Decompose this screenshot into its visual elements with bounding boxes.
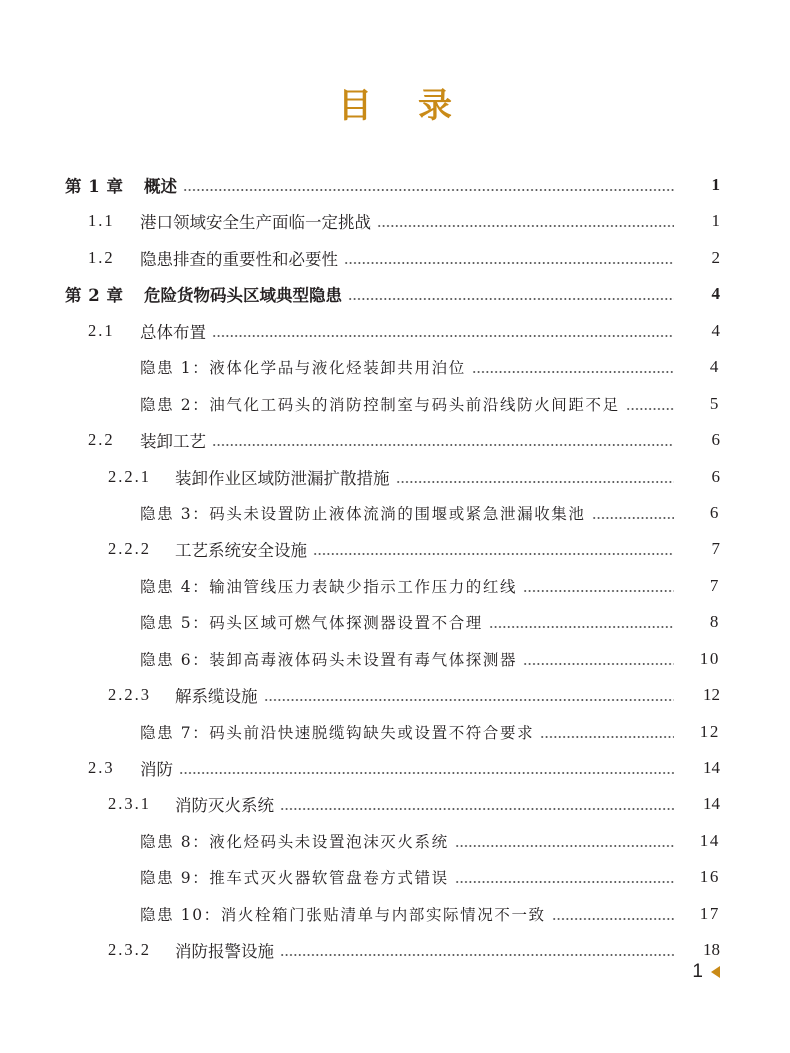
toc-entry-title: 隐患 2：油气化工码头的消防控制室与码头前沿线防火间距不足: [140, 395, 620, 414]
toc-entry-title: 港口领域安全生产面临一定挑战: [140, 213, 371, 233]
toc-entry[interactable]: [108, 459, 720, 495]
toc-entry[interactable]: [108, 677, 720, 713]
toc-entry[interactable]: [140, 714, 720, 750]
toc-entry[interactable]: [140, 495, 720, 531]
dot-leader: [489, 614, 674, 630]
toc-entry-page: 8: [709, 612, 720, 632]
toc-entry-number: 第 1 章: [65, 177, 124, 196]
toc-entry-title: 装卸作业区域防泄漏扩散措施: [175, 468, 390, 488]
toc-entry[interactable]: [140, 386, 720, 422]
toc-entry-page: 6: [711, 430, 720, 450]
toc-entry-title: 装卸工艺: [140, 432, 206, 452]
toc-entry-page: 14: [703, 758, 720, 777]
toc-row: [0, 932, 790, 968]
toc-entry-title: 隐患 1：液体化学品与液化烃装卸共用泊位: [140, 359, 466, 378]
toc-entry-page: 10: [699, 648, 720, 668]
toc-entry-page: 16: [699, 867, 720, 887]
toc-entry-title: 隐患 4：输油管线压力表缺少指示工作压力的红线: [140, 577, 518, 596]
dot-leader: [455, 833, 674, 849]
toc-entry-page: 1: [711, 211, 720, 231]
dot-leader: [313, 541, 674, 557]
toc-row: [0, 276, 790, 312]
title-char-2: 录: [418, 86, 452, 126]
toc-entry-number: 2.1: [88, 320, 115, 340]
toc-entry-title: 解系缆设施: [175, 687, 258, 707]
dot-leader: [280, 942, 674, 958]
dot-leader: [344, 250, 674, 266]
toc-entry-page: 18: [703, 940, 720, 960]
toc-entry[interactable]: [88, 203, 720, 239]
toc-entry[interactable]: [65, 167, 720, 203]
page-footer: [692, 961, 720, 983]
dot-leader: [552, 906, 674, 922]
page-number: 1: [692, 961, 703, 982]
toc-row: [0, 859, 790, 895]
title-char-1: 目: [338, 86, 372, 126]
toc-entry-page: 6: [709, 502, 720, 522]
toc-entry-title: 隐患 5：码头区域可燃气体探测器设置不合理: [140, 614, 483, 633]
dot-leader: [540, 724, 674, 740]
dot-leader: [377, 213, 674, 229]
toc-entry-page: 2: [711, 247, 720, 267]
toc-entry-title: 隐患 7：码头前沿快速脱缆钩缺失或设置不符合要求: [140, 723, 535, 742]
toc-entry[interactable]: [88, 750, 720, 786]
toc-row: [0, 641, 790, 677]
toc-entry-title: 总体布置: [140, 322, 206, 342]
toc-entry[interactable]: [108, 531, 720, 567]
toc-row: [0, 167, 790, 203]
dot-leader: [523, 651, 674, 667]
toc-row: [0, 386, 790, 422]
toc-entry-page: 4: [711, 320, 720, 340]
toc-row: [0, 677, 790, 713]
toc-entry[interactable]: [108, 786, 720, 822]
toc-entry[interactable]: [88, 422, 720, 458]
toc-entry-title: 隐患排查的重要性和必要性: [140, 249, 338, 269]
toc-row: [0, 714, 790, 750]
toc-entry-title: 概述: [144, 177, 177, 196]
toc-entry-page: 1: [711, 175, 720, 194]
toc-entry-page: 14: [699, 830, 720, 850]
toc-row: [0, 896, 790, 932]
toc-entry-title: 消防: [140, 760, 173, 779]
toc-entry-page: 6: [711, 466, 720, 486]
dot-leader: [348, 286, 674, 302]
toc-entry-title: 工艺系统安全设施: [175, 541, 307, 561]
toc-entry[interactable]: [140, 823, 720, 859]
toc-entry[interactable]: [140, 896, 720, 932]
toc-entry-number: 2.3: [88, 758, 115, 777]
toc-entry[interactable]: [140, 349, 720, 385]
triangle-left-icon: [711, 966, 720, 978]
dot-leader: [280, 796, 674, 812]
toc-entry-page: 12: [703, 685, 720, 705]
toc-entry[interactable]: [65, 276, 720, 312]
toc-entry-number: 2.2.1: [108, 466, 151, 486]
toc-row: [0, 786, 790, 822]
toc-entry[interactable]: [140, 859, 720, 895]
dot-leader: [472, 359, 674, 375]
toc-entry[interactable]: [140, 604, 720, 640]
dot-leader: [212, 323, 674, 339]
toc-entry-number: 2.2.3: [108, 685, 151, 705]
dot-leader: [626, 396, 674, 412]
toc-entry-title: 隐患 10：消火栓箱门张贴清单与内部实际情况不一致: [140, 905, 546, 924]
toc-row: [0, 495, 790, 531]
page-title: [0, 78, 790, 128]
toc-row: [0, 349, 790, 385]
toc-entry[interactable]: [140, 641, 720, 677]
toc-row: [0, 604, 790, 640]
toc-entry-page: 5: [709, 393, 720, 413]
toc-row: [0, 823, 790, 859]
dot-leader: [179, 760, 674, 776]
toc-entry-page: 4: [709, 357, 720, 377]
toc-entry-page: 17: [699, 903, 720, 923]
toc-entry-title: 隐患 3：码头未设置防止液体流淌的围堰或紧急泄漏收集池: [140, 504, 586, 523]
dot-leader: [183, 177, 674, 193]
toc-entry-number: 2.3.1: [108, 794, 151, 814]
toc-entry[interactable]: [108, 932, 720, 968]
toc-entry[interactable]: [140, 568, 720, 604]
toc-entry-number: 1.2: [88, 247, 115, 267]
toc-entry-title: 隐患 8：液化烃码头未设置泡沫灭火系统: [140, 832, 449, 851]
toc-row: [0, 203, 790, 239]
toc-row: [0, 313, 790, 349]
toc-entry-title: 隐患 9：推车式灭火器软管盘卷方式错误: [140, 869, 449, 888]
toc-row: [0, 531, 790, 567]
toc-row: [0, 422, 790, 458]
toc-row: [0, 750, 790, 786]
toc-row: [0, 568, 790, 604]
toc-row: [0, 240, 790, 276]
toc-entry-page: 7: [711, 539, 720, 559]
toc-entry-title: 消防报警设施: [175, 942, 274, 962]
dot-leader: [264, 687, 675, 703]
toc-entry-number: 第 2 章: [65, 286, 124, 306]
toc-entry-number: 2.2.2: [108, 539, 151, 559]
toc-entry-number: 2.2: [88, 430, 115, 450]
dot-leader: [396, 469, 675, 485]
toc-row: [0, 459, 790, 495]
toc-entry-page: 4: [711, 284, 720, 304]
toc-entry[interactable]: [88, 313, 720, 349]
toc-entry-title: 消防灭火系统: [175, 796, 274, 816]
dot-leader: [592, 505, 675, 521]
dot-leader: [212, 432, 674, 448]
table-of-contents: [0, 167, 790, 969]
toc-entry-page: 14: [703, 794, 720, 814]
toc-entry[interactable]: [88, 240, 720, 276]
toc-entry-number: 2.3.2: [108, 940, 151, 960]
dot-leader: [455, 869, 674, 885]
toc-entry-title: 危险货物码头区域典型隐患: [144, 286, 342, 306]
toc-entry-title: 隐患 6：装卸高毒液体码头未设置有毒气体探测器: [140, 650, 518, 669]
toc-entry-page: 12: [699, 721, 720, 741]
toc-entry-page: 7: [709, 575, 720, 595]
toc-entry-number: 1.1: [88, 211, 115, 231]
dot-leader: [523, 578, 674, 594]
